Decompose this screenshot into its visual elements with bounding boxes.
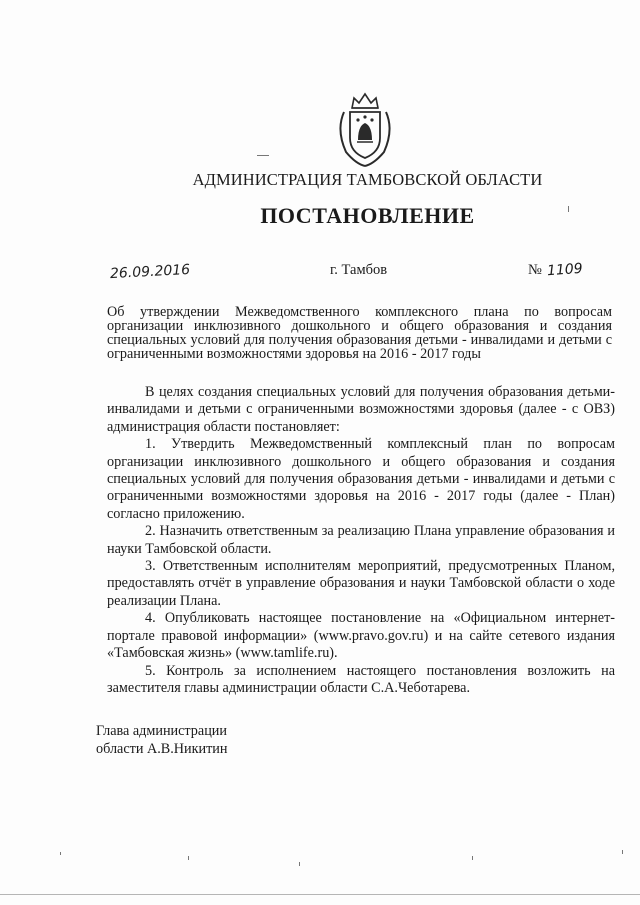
document-date: 26.09.2016 bbox=[109, 261, 191, 283]
scan-speck bbox=[568, 206, 569, 212]
document-city: г. Тамбов bbox=[330, 262, 388, 278]
document-number: 1109 bbox=[546, 260, 584, 280]
organization-title: АДМИНИСТРАЦИЯ ТАМБОВСКОЙ ОБЛАСТИ bbox=[192, 170, 543, 189]
scan-speck bbox=[188, 856, 189, 860]
signature-name: области А.В.Никитин bbox=[96, 741, 228, 757]
document-body bbox=[107, 384, 615, 697]
body-intro: В целях создания специальных условий для получения образования детьми-инвалидами и детьми с ограниченными возможностями здоровья (далее - с ОВЗ) администрация области постановляет: bbox=[107, 384, 615, 435]
scan-speck bbox=[299, 862, 300, 866]
body-item-4: 4. Опубликовать настоящее постановление на «Официальном интернет-портале правовой информации» (www.pravo.gov.ru) и на сайте сетевого издания «Тамбовская жизнь» (www.tamlife.ru). bbox=[107, 610, 615, 662]
signature-title: Глава администрации bbox=[96, 723, 227, 739]
body-item-1: 1. Утвердить Межведомственный комплексный план по вопросам организации инклюзивного дошкольного и общего образования и создания специальных условий для получения образования детьми - инвалидами и детьми с ограниченными возможностями здоровья на 2016 - 2017 годы (далее - План) согласно приложению. bbox=[107, 436, 615, 522]
scan-speck bbox=[257, 155, 269, 156]
scan-speck bbox=[622, 850, 623, 854]
body-item-5: 5. Контроль за исполнением настоящего постановления возложить на заместителя главы администрации области С.А.Чеботарева. bbox=[107, 662, 615, 696]
signature-block bbox=[96, 722, 227, 758]
body-item-3: 3. Ответственным исполнителям мероприятий, предусмотренных Планом, предоставлять отчёт в управление образования и науки Тамбовской области о ходе реализации Плана. bbox=[107, 558, 615, 609]
scan-speck bbox=[60, 852, 61, 855]
document-subject: Об утверждении Межведомственного комплексного плана по вопросам организации инклюзивного дошкольного и общего образования и создания специальных условий для получения образования детьми - инвалидами и детьми с ограниченными возможностями здоровья на 2016 - 2017 годы bbox=[107, 304, 612, 362]
document-type-title: ПОСТАНОВЛЕНИЕ bbox=[260, 203, 475, 228]
scan-speck bbox=[472, 856, 473, 860]
coat-of-arms-icon bbox=[330, 90, 400, 170]
page-bottom-edge bbox=[0, 894, 640, 895]
body-item-2: 2. Назначить ответственным за реализацию Плана управление образования и науки Тамбовской области. bbox=[107, 523, 615, 557]
document-number-label: № bbox=[528, 262, 542, 278]
